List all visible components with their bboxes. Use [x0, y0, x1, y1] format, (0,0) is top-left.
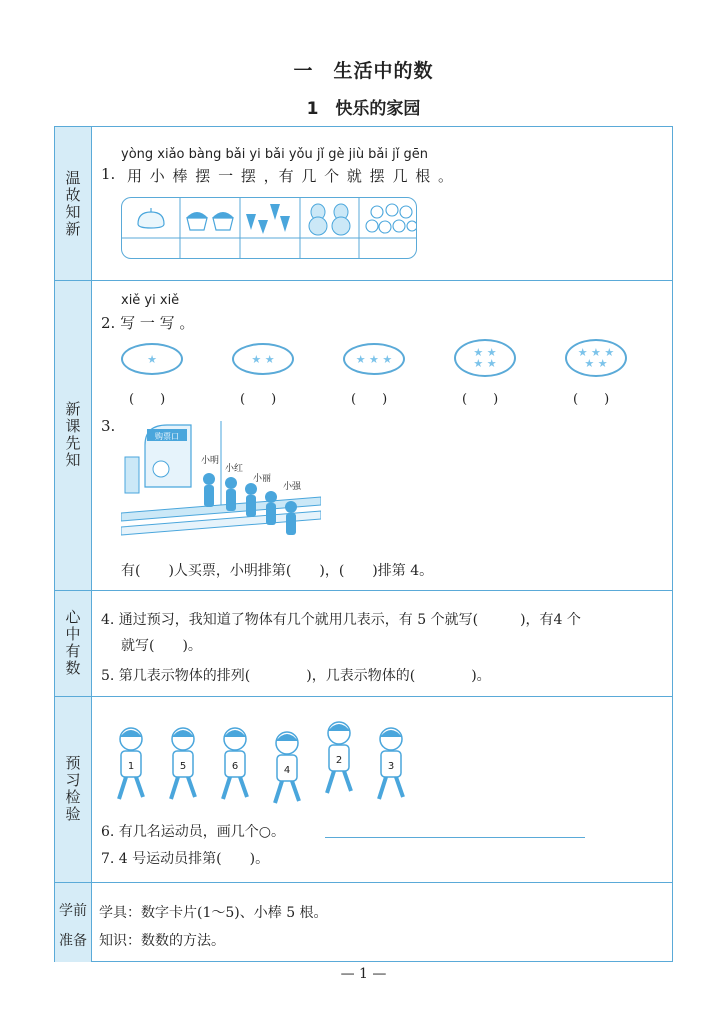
answer-blank-3[interactable]: ( ) [351, 392, 388, 407]
runner-figure [171, 728, 195, 799]
prep-knowledge: 知识：数数的方法。 [99, 933, 225, 949]
prep-tools: 学具：数字卡片(1～5)、小棒 5 根。 [99, 905, 328, 921]
answer-blank-2[interactable]: ( ) [240, 392, 277, 407]
q4-line1: 4. 通过预习，我知道了物体有几个就用几表示，有 5 个就写( )，有4 个 [101, 612, 581, 628]
star-oval-4: ★ ★ ★ ★ [454, 339, 516, 377]
runner-figure [275, 732, 299, 803]
q3-number: 3. [101, 417, 116, 435]
star-oval-3: ★ ★ ★ [343, 343, 405, 375]
row-divider [55, 696, 672, 697]
runner-number: 2 [335, 755, 343, 766]
cupcakes-icon [186, 212, 234, 230]
q7-text: 7. 4 号运动员排第( )。 [101, 851, 270, 867]
star-oval-5: ★ ★ ★ ★ ★ [565, 339, 627, 377]
name-label-xiaoqiang: 小强 [283, 482, 302, 492]
runner-number: 4 [283, 765, 291, 776]
row-divider [55, 882, 672, 883]
q2-pinyin: xiě yi xiě [121, 293, 180, 308]
runner-figure [379, 728, 403, 799]
q6-text: 6. 有几名运动员，画几个○。 [101, 824, 286, 840]
row-divider [55, 280, 672, 281]
strawberries-icon [246, 204, 290, 234]
runner-figure [119, 728, 143, 799]
name-label-xiaoming: 小明 [201, 456, 220, 466]
runner-number: 6 [231, 761, 239, 772]
chapter-title: 一 生活中的数 [293, 60, 434, 82]
runner-figure [223, 728, 247, 799]
answer-blank-1[interactable]: ( ) [129, 392, 166, 407]
runner-number: 3 [387, 761, 395, 772]
peach-icon [138, 208, 164, 228]
answer-blank-4[interactable]: ( ) [462, 392, 499, 407]
name-label-xiaoli: 小丽 [253, 474, 272, 484]
section-new-lesson: 新课先知 [55, 280, 91, 590]
star-oval-1: ★ [121, 343, 183, 375]
name-label-xiaohong: 小红 [225, 464, 244, 474]
q5-text: 5. 第几表示物体的排列( )，几表示物体的( )。 [101, 668, 491, 684]
section-check: 预习检验 [55, 696, 91, 882]
ticket-sign-label: 购票口 [155, 432, 179, 441]
q1-item-table-graphic [122, 198, 417, 259]
q3-sentence: 有( )人买票，小明排第( )，( )排第 4。 [121, 563, 434, 579]
page-number: — 1 — [340, 966, 387, 982]
row-divider [55, 590, 672, 591]
q1-pinyin: yòng xiǎo bàng bǎi yi bǎi yǒu jǐ gè jiù bǎi jǐ gēn [121, 147, 428, 162]
column-divider [91, 127, 92, 961]
q2-text: 2. 写 一 写 。 [101, 314, 195, 332]
apples-icon [366, 204, 417, 233]
runner-number: 5 [179, 761, 187, 772]
star-oval-2: ★ ★ [232, 343, 294, 375]
section-review: 温故知新 [55, 127, 91, 280]
section-mind: 心中有数 [55, 590, 91, 696]
lesson-title: 1 快乐的家园 [306, 99, 421, 119]
q1-item-table [121, 197, 417, 259]
worksheet-frame [54, 126, 673, 962]
pears-icon [309, 204, 350, 235]
ticket-queue-illustration [121, 417, 321, 547]
runners-illustration [111, 713, 411, 809]
runner-figure [327, 722, 351, 793]
section-prep: 学前 准备 [55, 882, 91, 962]
q1-text: 用 小 棒 摆 一 摆 ，有 几 个 就 摆 几 根 。 [127, 167, 453, 185]
q1-number: 1. [101, 165, 116, 183]
answer-blank-5[interactable]: ( ) [573, 392, 610, 407]
q4-line2: 就写( )。 [121, 638, 202, 654]
runner-number: 1 [127, 761, 135, 772]
q6-answer-line[interactable] [325, 837, 585, 838]
